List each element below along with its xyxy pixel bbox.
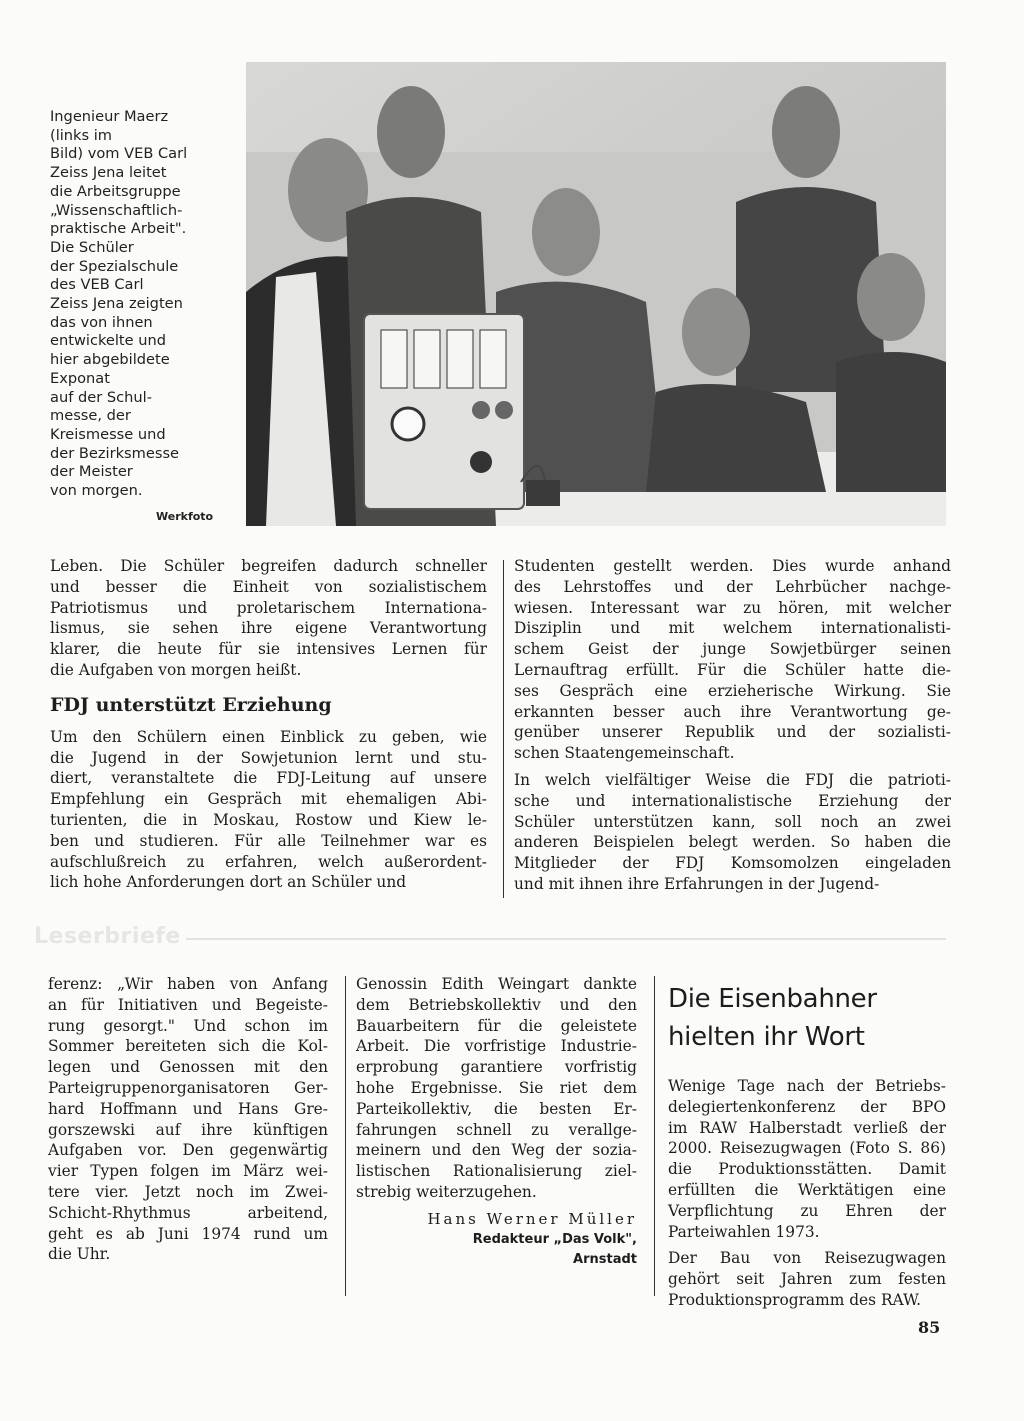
caption-line: messe, der	[50, 407, 131, 425]
bottom-column-3	[668, 980, 946, 1317]
paragraph	[48, 974, 328, 1265]
photo-caption	[50, 108, 222, 501]
paragraph	[514, 556, 951, 764]
text-line: rung gesorgt." Und schon im	[48, 1016, 328, 1035]
text-line: lich hohe Anforderungen dort an Schüler und	[50, 873, 407, 892]
author-role: Redakteur „Das Volk",	[472, 1231, 637, 1247]
text-line: listischen Rationalisierung ziel-	[356, 1162, 637, 1181]
author-signature: Hans Werner Müller	[427, 1209, 637, 1228]
text-line: die Produktionsstätten. Damit	[668, 1160, 946, 1179]
text-line: erfüllten die Werktätigen eine	[668, 1180, 946, 1199]
top-left-column	[50, 556, 487, 899]
text-line: im RAW Halberstadt verließ der	[668, 1118, 946, 1137]
text-line: Der Bau von Reisezugwagen	[668, 1249, 946, 1268]
caption-line: „Wissenschaftlich-	[50, 201, 183, 219]
text-line: und besser die Einheit von sozialistischem	[50, 577, 487, 596]
text-line: schem Geist der junge Sowjetbürger seinen	[514, 640, 951, 659]
column-divider	[345, 976, 346, 1296]
caption-line: der Bezirksmesse	[50, 444, 180, 462]
caption-line: hier abgebildete	[50, 351, 170, 369]
text-line: genüber unserer Republik und der sozialisti-	[514, 723, 951, 742]
text-line: turienten, die in Moskau, Rostow und Kiew le-	[50, 810, 487, 829]
text-line: Aufgaben vor. Den gegenwärtig	[48, 1141, 328, 1160]
section-label: Leserbriefe	[34, 924, 181, 949]
text-line: 2000. Reisezugwagen (Foto S. 86)	[668, 1139, 946, 1158]
section-rule	[186, 938, 946, 940]
text-line: In welch vielfältiger Weise die FDJ die patrioti-	[514, 770, 951, 789]
caption-line: Bild) vom VEB Carl	[50, 145, 188, 163]
paragraph	[668, 1076, 946, 1242]
article-title-line: hielten ihr Wort	[668, 1022, 865, 1052]
caption-line: der Spezialschule	[50, 257, 179, 275]
caption-line: Die Schüler	[50, 238, 134, 256]
text-line: aufschlußreich zu erfahren, welch außerordent-	[50, 852, 487, 871]
photo-credit: Werkfoto	[156, 510, 214, 523]
text-line: erprobung garantiere vorfristig	[356, 1058, 637, 1077]
section-heading: FDJ unterstützt Erziehung	[50, 693, 332, 716]
text-line: ben und studieren. Für alle Teilnehmer war es	[50, 831, 487, 850]
text-line: Wenige Tage nach der Betriebs-	[668, 1077, 946, 1095]
caption-line: das von ihnen	[50, 313, 153, 331]
text-line: des Lehrstoffes und der Lehrbücher nachge-	[514, 577, 951, 596]
paragraph	[50, 727, 487, 893]
text-line: ferenz: „Wir haben von Anfang	[48, 975, 328, 993]
text-line: die Uhr.	[48, 1245, 111, 1264]
text-line: Schüler unterstützen kann, soll noch an zwei	[514, 812, 951, 831]
text-line: und mit ihnen ihre Erfahrungen in der Jugend-	[514, 874, 880, 893]
text-line: sche und internationalistische Erziehung der	[514, 791, 951, 810]
paragraph	[50, 556, 487, 681]
column-divider	[503, 560, 504, 898]
paragraph	[356, 974, 637, 1203]
caption-line: die Arbeitsgruppe	[50, 182, 181, 200]
caption-line: (links im	[50, 126, 113, 144]
caption-line: Kreismesse und	[50, 425, 166, 443]
text-line: vier Typen folgen im März wei-	[48, 1162, 328, 1181]
caption-line: Exponat	[50, 369, 110, 387]
text-line: wiesen. Interessant war zu hören, mit welcher	[514, 598, 951, 617]
caption-line: auf der Schul-	[50, 388, 152, 406]
text-line: Sommer bereiteten sich die Kol-	[48, 1037, 328, 1056]
caption-line: praktische Arbeit".	[50, 220, 187, 238]
text-line: an für Initiativen und Begeiste-	[48, 995, 328, 1014]
text-line: Parteiwahlen 1973.	[668, 1222, 820, 1241]
text-line: meinern und den Weg der sozia-	[356, 1141, 637, 1160]
text-line: erkannten besser auch ihre Verantwortung ge-	[514, 702, 951, 721]
bottom-column-2	[356, 974, 637, 1270]
text-line: diert, veranstaltete die FDJ-Leitung auf unsere	[50, 769, 487, 788]
text-line: geht es ab Juni 1974 rund um	[48, 1224, 328, 1243]
text-line: die Aufgaben von morgen heißt.	[50, 660, 302, 679]
text-line: Bauarbeitern für die geleistete	[356, 1016, 637, 1035]
text-line: strebig weiterzugehen.	[356, 1182, 537, 1201]
page-number: 85	[918, 1318, 941, 1337]
text-line: klarer, die heute für sie intensives Lernen für	[50, 640, 487, 659]
text-line: hohe Ergebnisse. Sie riet dem	[356, 1078, 637, 1097]
caption-line: der Meister	[50, 463, 133, 481]
text-line: legen und Genossen mit den	[48, 1058, 328, 1077]
text-line: Studenten gestellt werden. Dies wurde anhand	[514, 557, 951, 575]
caption-line: Ingenieur Maerz	[50, 108, 169, 125]
article-title	[668, 980, 946, 1056]
text-line: anderen Beispielen belegt werden. So haben die	[514, 833, 951, 852]
text-line: Parteikollektiv, die besten Er-	[356, 1099, 637, 1118]
caption-line: Zeiss Jena leitet	[50, 164, 167, 182]
text-line: delegiertenkonferenz der BPO	[668, 1097, 946, 1116]
text-line: lismus, sie sehen ihre eigene Verantwortung	[50, 619, 487, 638]
text-line: die Jugend in der Sowjetunion lernt und stu-	[50, 748, 487, 767]
text-line: tere vier. Jetzt noch im Zwei-	[48, 1182, 328, 1201]
text-line: Mitglieder der FDJ Komsomolzen eingeladen	[514, 854, 951, 873]
text-line: Lernauftrag erfüllt. Für die Schüler hatte die-	[514, 660, 951, 679]
group-photo	[246, 62, 946, 526]
bottom-column-1	[48, 974, 328, 1271]
text-line: Arbeit. Die vorfristige Industrie-	[356, 1037, 637, 1056]
text-line: dem Betriebskollektiv und den	[356, 995, 637, 1014]
text-line: gehört seit Jahren zum festen	[668, 1270, 946, 1289]
text-line: Verpflichtung zu Ehren der	[668, 1201, 946, 1220]
caption-line: des VEB Carl	[50, 276, 144, 294]
text-line: ses Gespräch eine erzieherische Wirkung. Sie	[514, 681, 951, 700]
text-line: Disziplin und mit welchem internationalisti-	[514, 619, 951, 638]
text-line: Parteigruppenorganisatoren Ger-	[48, 1078, 328, 1097]
text-line: Um den Schülern einen Einblick zu geben, wie	[50, 727, 487, 746]
caption-line: entwickelte und	[50, 332, 167, 350]
column-divider	[654, 976, 655, 1296]
text-line: fahrungen schnell zu verallge-	[356, 1120, 637, 1139]
top-right-column	[514, 556, 951, 901]
text-line: hard Hoffmann und Hans Gre-	[48, 1099, 328, 1118]
text-line: Schicht-Rhythmus arbeitend,	[48, 1203, 328, 1222]
text-line: Produktionsprogramm des RAW.	[668, 1290, 922, 1309]
author-location: Arnstadt	[573, 1251, 637, 1267]
caption-line: von morgen.	[50, 482, 143, 500]
text-line: gorszewski auf ihre künftigen	[48, 1120, 328, 1139]
paragraph	[514, 770, 951, 895]
article-title-line: Die Eisenbahner	[668, 984, 877, 1014]
text-line: Genossin Edith Weingart dankte	[356, 975, 637, 993]
text-line: schen Staatengemeinschaft.	[514, 744, 735, 763]
text-line: Empfehlung ein Gespräch mit ehemaligen Abi-	[50, 790, 487, 809]
caption-line: Zeiss Jena zeigten	[50, 295, 183, 313]
photo-illustration	[246, 62, 946, 526]
text-line: Leben. Die Schüler begreifen dadurch schneller	[50, 557, 487, 575]
text-line: Patriotismus und proletarischem Internationa-	[50, 598, 487, 617]
paragraph	[668, 1248, 946, 1310]
